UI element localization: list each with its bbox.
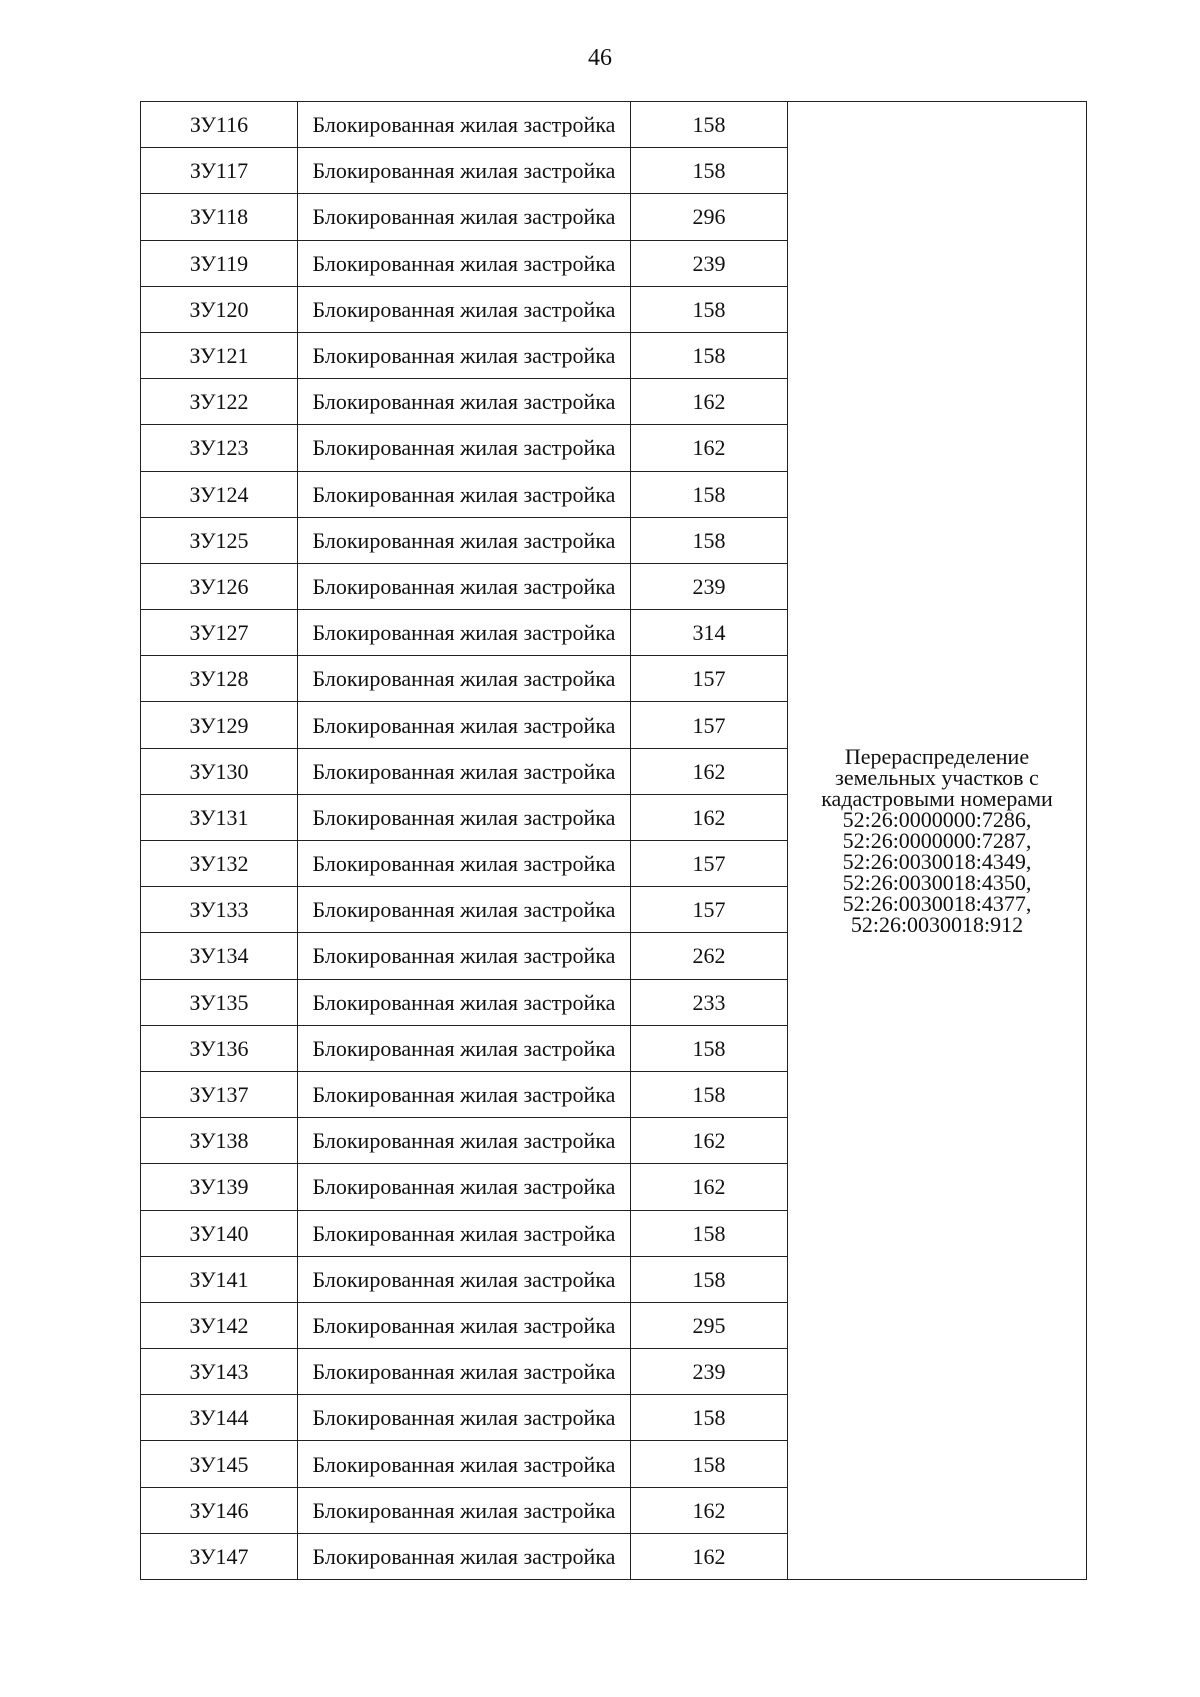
permitted-use-cell: Блокированная жилая застройка (298, 194, 631, 240)
area-cell: 157 (631, 656, 788, 702)
permitted-use-cell: Блокированная жилая застройка (298, 1210, 631, 1256)
plot-id-cell: ЗУ131 (141, 794, 298, 840)
formation-method-line: Перераспределение (844, 744, 1030, 769)
formation-method-line: 52:26:0000000:7287, (842, 828, 1032, 853)
area-cell: 158 (631, 1256, 788, 1302)
area-cell: 157 (631, 887, 788, 933)
permitted-use-cell: Блокированная жилая застройка (298, 148, 631, 194)
formation-method-line: 52:26:0030018:4350, (842, 870, 1032, 895)
area-cell: 162 (631, 794, 788, 840)
formation-method-line: 52:26:0030018:4377, (842, 891, 1032, 916)
area-cell: 158 (631, 1210, 788, 1256)
formation-method-cell (788, 102, 1087, 1580)
formation-method-line: земельных участков с (835, 765, 1039, 790)
permitted-use-cell: Блокированная жилая застройка (298, 1071, 631, 1117)
area-cell: 158 (631, 286, 788, 332)
plot-id-cell: ЗУ142 (141, 1302, 298, 1348)
page-number: 46 (588, 45, 612, 71)
plot-id-cell: ЗУ145 (141, 1441, 298, 1487)
permitted-use-cell: Блокированная жилая застройка (298, 1302, 631, 1348)
area-cell: 239 (631, 240, 788, 286)
area-cell: 314 (631, 610, 788, 656)
plot-id-cell: ЗУ136 (141, 1025, 298, 1071)
permitted-use-cell: Блокированная жилая застройка (298, 425, 631, 471)
formation-method-line: 52:26:0030018:4349, (842, 849, 1032, 874)
plot-id-cell: ЗУ117 (141, 148, 298, 194)
area-cell: 162 (631, 379, 788, 425)
permitted-use-cell: Блокированная жилая застройка (298, 887, 631, 933)
permitted-use-cell: Блокированная жилая застройка (298, 794, 631, 840)
area-cell: 158 (631, 102, 788, 148)
area-cell: 158 (631, 332, 788, 378)
area-cell: 162 (631, 1487, 788, 1533)
table-row (141, 102, 1087, 148)
area-cell: 158 (631, 1025, 788, 1071)
permitted-use-cell: Блокированная жилая застройка (298, 471, 631, 517)
permitted-use-cell: Блокированная жилая застройка (298, 379, 631, 425)
area-cell: 158 (631, 471, 788, 517)
plot-id-cell: ЗУ144 (141, 1395, 298, 1441)
area-cell: 239 (631, 563, 788, 609)
permitted-use-cell: Блокированная жилая застройка (298, 102, 631, 148)
plot-id-cell: ЗУ143 (141, 1349, 298, 1395)
plot-id-cell: ЗУ128 (141, 656, 298, 702)
area-cell: 233 (631, 979, 788, 1025)
area-cell: 239 (631, 1349, 788, 1395)
permitted-use-cell: Блокированная жилая застройка (298, 332, 631, 378)
plot-id-cell: ЗУ134 (141, 933, 298, 979)
plot-id-cell: ЗУ133 (141, 887, 298, 933)
plot-id-cell: ЗУ127 (141, 610, 298, 656)
permitted-use-cell: Блокированная жилая застройка (298, 748, 631, 794)
permitted-use-cell: Блокированная жилая застройка (298, 1533, 631, 1579)
plot-id-cell: ЗУ123 (141, 425, 298, 471)
area-cell: 158 (631, 1071, 788, 1117)
permitted-use-cell: Блокированная жилая застройка (298, 1118, 631, 1164)
plot-id-cell: ЗУ125 (141, 517, 298, 563)
plot-id-cell: ЗУ132 (141, 841, 298, 887)
permitted-use-cell: Блокированная жилая застройка (298, 1164, 631, 1210)
permitted-use-cell: Блокированная жилая застройка (298, 702, 631, 748)
plot-id-cell: ЗУ119 (141, 240, 298, 286)
permitted-use-cell: Блокированная жилая застройка (298, 563, 631, 609)
formation-method-line: кадастровыми номерами (821, 786, 1053, 811)
area-cell: 162 (631, 425, 788, 471)
plot-id-cell: ЗУ120 (141, 286, 298, 332)
plot-id-cell: ЗУ139 (141, 1164, 298, 1210)
area-cell: 162 (631, 1164, 788, 1210)
area-cell: 296 (631, 194, 788, 240)
plot-id-cell: ЗУ126 (141, 563, 298, 609)
plot-id-cell: ЗУ116 (141, 102, 298, 148)
plot-id-cell: ЗУ124 (141, 471, 298, 517)
permitted-use-cell: Блокированная жилая застройка (298, 610, 631, 656)
area-cell: 157 (631, 702, 788, 748)
area-cell: 162 (631, 748, 788, 794)
permitted-use-cell: Блокированная жилая застройка (298, 933, 631, 979)
land-plots-table-body (141, 102, 1087, 1580)
area-cell: 162 (631, 1533, 788, 1579)
permitted-use-cell: Блокированная жилая застройка (298, 1395, 631, 1441)
formation-method-line: 52:26:0000000:7286, (842, 807, 1032, 832)
plot-id-cell: ЗУ118 (141, 194, 298, 240)
plot-id-cell: ЗУ130 (141, 748, 298, 794)
area-cell: 295 (631, 1302, 788, 1348)
permitted-use-cell: Блокированная жилая застройка (298, 517, 631, 563)
area-cell: 158 (631, 1395, 788, 1441)
permitted-use-cell: Блокированная жилая застройка (298, 240, 631, 286)
plot-id-cell: ЗУ138 (141, 1118, 298, 1164)
plot-id-cell: ЗУ140 (141, 1210, 298, 1256)
permitted-use-cell: Блокированная жилая застройка (298, 1487, 631, 1533)
plot-id-cell: ЗУ121 (141, 332, 298, 378)
area-cell: 158 (631, 1441, 788, 1487)
area-cell: 157 (631, 841, 788, 887)
formation-method-line: 52:26:0030018:912 (850, 912, 1024, 937)
area-cell: 262 (631, 933, 788, 979)
land-plots-table (140, 101, 1087, 1580)
permitted-use-cell: Блокированная жилая застройка (298, 1349, 631, 1395)
permitted-use-cell: Блокированная жилая застройка (298, 1025, 631, 1071)
plot-id-cell: ЗУ146 (141, 1487, 298, 1533)
plot-id-cell: ЗУ137 (141, 1071, 298, 1117)
plot-id-cell: ЗУ135 (141, 979, 298, 1025)
area-cell: 158 (631, 148, 788, 194)
permitted-use-cell: Блокированная жилая застройка (298, 841, 631, 887)
area-cell: 162 (631, 1118, 788, 1164)
permitted-use-cell: Блокированная жилая застройка (298, 1441, 631, 1487)
permitted-use-cell: Блокированная жилая застройка (298, 979, 631, 1025)
plot-id-cell: ЗУ122 (141, 379, 298, 425)
permitted-use-cell: Блокированная жилая застройка (298, 1256, 631, 1302)
plot-id-cell: ЗУ147 (141, 1533, 298, 1579)
plot-id-cell: ЗУ141 (141, 1256, 298, 1302)
area-cell: 158 (631, 517, 788, 563)
permitted-use-cell: Блокированная жилая застройка (298, 656, 631, 702)
plot-id-cell: ЗУ129 (141, 702, 298, 748)
permitted-use-cell: Блокированная жилая застройка (298, 286, 631, 332)
